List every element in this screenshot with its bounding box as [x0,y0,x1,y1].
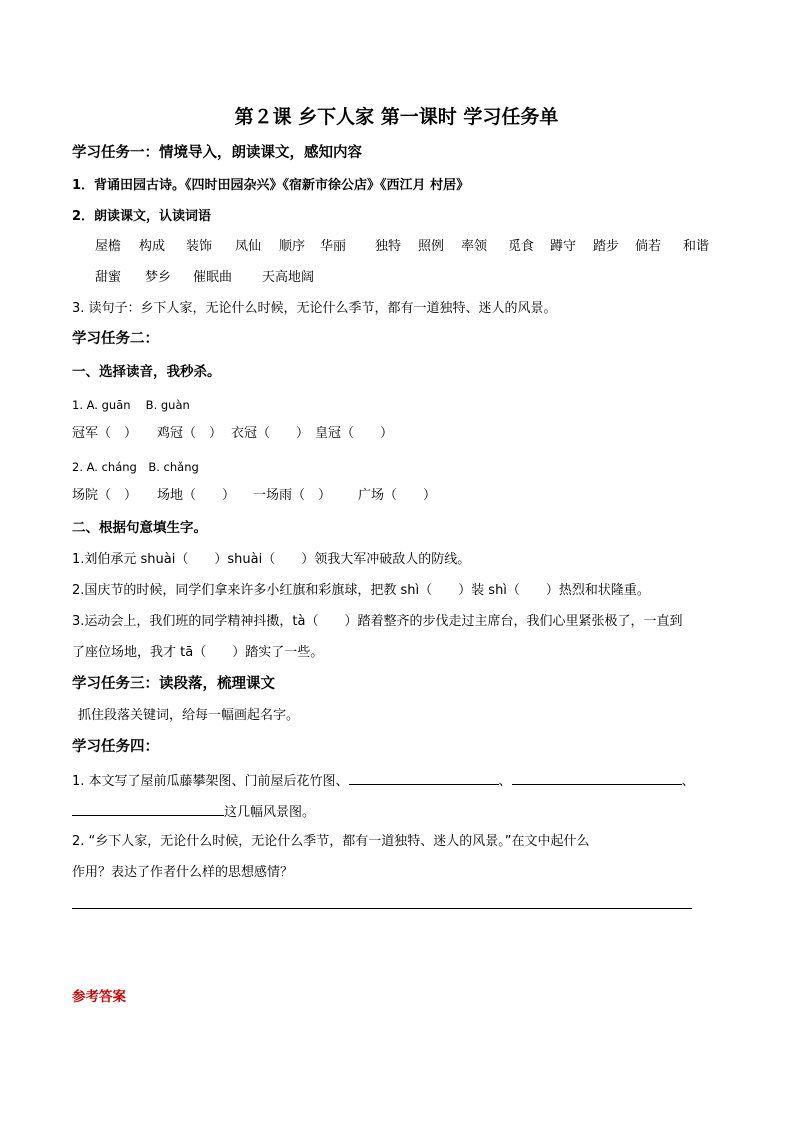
vocab-word: 和谐 [683,239,710,254]
answer-blank-1[interactable] [349,770,499,785]
vocab-word: 华丽 [320,239,347,254]
vocab-word: 梦乡 [145,270,172,285]
vocab-word: 觅食 [508,239,535,254]
task4-question2: 2. “乡下人家，无论什么时候，无论什么季节，都有一道独特、迷人的风景。”在文中起什么 [72,834,590,849]
page-title: 第２课 乡下人家 第一课时 学习任务单 [234,106,559,128]
task3-heading: 学习任务三：读段落，梳理课文 [72,676,275,692]
task1-item1: 1．背诵田园古诗。《四时田园杂兴》《宿新市徐公店》《西江月 村居》 [72,178,470,193]
vocab-word: 甜蜜 [95,270,122,285]
pinyin-choice-word: 鸡冠（ ） [157,426,223,441]
fill-question-3-cont: 了座位场地，我才 tā（ ）踏实了一些。 [72,645,324,660]
vocab-word: 蹲守 [550,239,577,254]
separator-2: 、 [681,774,695,789]
vocab-word: 天高地阔 [262,270,315,285]
task4-question1-cont [72,801,315,822]
vocab-word: 屋檐 [95,239,122,254]
task3-text: 抓住段落关键词，给每一幅画起名字。 [78,708,300,723]
vocab-word: 踏步 [593,239,620,254]
separator-1: 、 [498,774,512,789]
task4-heading: 学习任务四： [72,739,159,755]
pinyin-choice-word: 冠军（ ） [72,426,138,441]
task1-heading: 学习任务一：情境导入，朗读课文，感知内容 [72,145,362,161]
task4-question2-cont: 作用？表达了作者什么样的思想感情？ [72,865,294,880]
task4-question1 [72,770,695,791]
task2-section2: 二、根据句意填生字。 [72,520,207,536]
vocab-word: 倘若 [635,239,662,254]
vocab-word: 率领 [461,239,488,254]
vocab-word: 凤仙 [235,239,262,254]
task2-heading: 学习任务二： [72,331,159,347]
pinyin-choice-word: 广场（ ） [358,488,437,503]
answer-blank-3[interactable] [72,801,224,816]
pinyin-choice-word: 衣冠（ ） [231,426,310,441]
task4-q1-text: 1. 本文写了屋前瓜藤攀架图、门前屋后花竹图、 [72,774,349,789]
answer-blank-2[interactable] [512,770,682,785]
task1-item3: 3. 读句子：乡下人家，无论什么时候，无论什么季节，都有一道独特、迷人的风景。 [72,301,557,316]
q2-options: 2. A. cháng B. chǎng [72,460,199,474]
pinyin-choice-word: 皇冠（ ） [315,426,394,441]
vocab-word: 独特 [375,239,402,254]
answer-line[interactable] [72,908,692,909]
vocab-word: 催眠曲 [193,270,233,285]
task1-item2: 2．朗读课文，认读词语 [72,209,212,224]
vocab-word: 构成 [139,239,166,254]
vocab-word: 顺序 [279,239,306,254]
vocab-word: 装饰 [186,239,213,254]
fill-question-1: 1.刘伯承元 shuài（ ）shuài（ ）领我大军冲破敌人的防线。 [72,552,471,567]
task4-q1-end: 这几幅风景图。 [224,805,316,820]
vocab-word: 照例 [418,239,445,254]
pinyin-choice-word: 场地（ ） [157,488,236,503]
task2-section1: 一、选择读音，我秒杀。 [72,364,221,380]
pinyin-choice-word: 场院（ ） [72,488,138,503]
fill-question-3: 3.运动会上，我们班的同学精神抖擞，tà（ ）踏着整齐的步伐走过主席台，我们心里紧张极了，一直到 [72,614,683,629]
answer-key-heading: 参考答案 [72,989,126,1005]
fill-question-2: 2.国庆节的时候，同学们拿来许多小红旗和彩旗球，把教 shì（ ）装 shì（ ）热烈和状隆重。 [72,583,650,598]
q1-options: 1. A. guān B. guàn [72,398,190,412]
pinyin-choice-word: 一场雨（ ） [253,488,332,503]
